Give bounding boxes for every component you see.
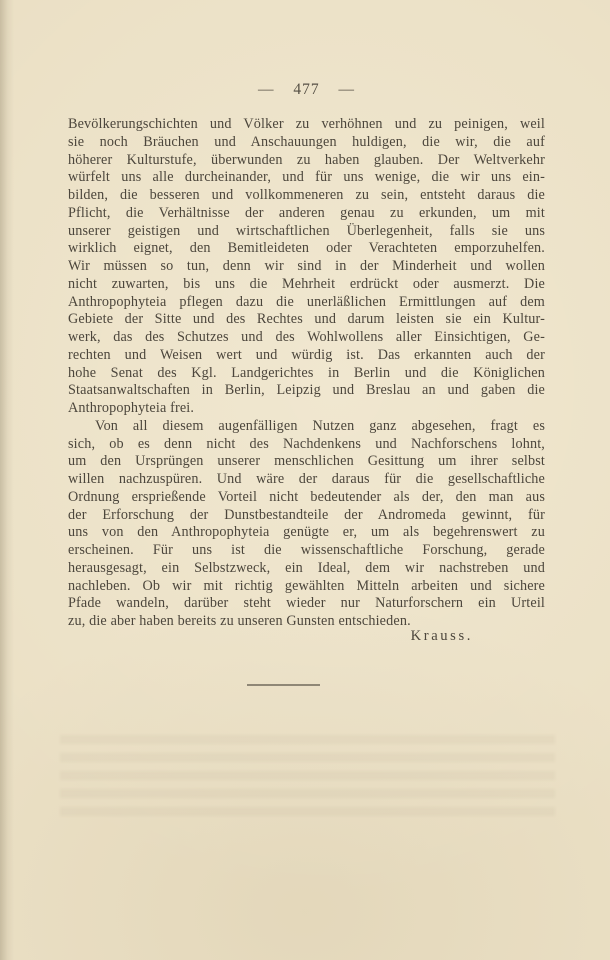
signature: Krauss. <box>410 628 473 644</box>
text-line: unserer geistigen und wirtschaftlichen Überlegenheit, falls sie uns <box>68 222 545 239</box>
text-line: Pflicht, die Verhältnisse der anderen genau zu erkunden, um mit <box>68 204 545 221</box>
text-line: Pfade wandeln, darüber steht wieder nur Naturforschern ein Urteil <box>68 595 545 612</box>
text-line: bilden, die besseren und vollkommeneren zu sein, entsteht daraus die <box>68 187 545 203</box>
text-line: würfelt uns alle durcheinander, und für uns wenige, die wir uns ein- <box>68 169 545 186</box>
text-line: Bevölkerungschichten und Völker zu verhöhnen und zu peinigen, weil <box>68 116 545 132</box>
text-line: nicht zuwarten, bis uns die Mehrheit erdrückt oder ausmerzt. Die <box>68 275 545 292</box>
text-line: Wir müssen so tun, denn wir sind in der Minderheit und wollen <box>68 258 545 274</box>
text-line: zu, die aber haben bereits zu unseren Gunsten entschieden. <box>68 613 411 629</box>
text-line: Ordnung ersprießende Vorteil nicht bedeutender als der, den man aus <box>68 488 545 505</box>
text-line: erscheinen. Für uns ist die wissenschaftliche Forschung, gerade <box>68 542 545 558</box>
text-line: Anthropophyteia pflegen dazu die unerläßlichen Ermittlungen auf dem <box>68 293 545 310</box>
paragraph <box>68 418 545 631</box>
text-line: sich, ob es denn nicht des Nachdenkens und Nachforschens lohnt, <box>68 435 545 452</box>
text-line: der Erforschung der Dunstbestandteile der Andromeda gewinnt, für <box>68 506 545 523</box>
text-line: wirklich eignet, den Bemitleideten oder Verachteten emporzuhelfen. <box>68 240 545 257</box>
text-line: Staatsanwaltschaften in Berlin, Leipzig und Breslau an und gaben die <box>68 382 545 399</box>
text-line: rechten und Weisen wert und würdig ist. Das erkannten auch der <box>68 346 545 363</box>
text-line: herausgesagt, ein Selbstzweck, ein Ideal, dem wir nachstreben und <box>68 559 545 576</box>
text-line: uns von den Anthropophyteia genügte er, um als begehrenswert zu <box>68 524 545 541</box>
text-line: Anthropophyteia frei. <box>68 400 195 416</box>
text-line: sie noch Bräuchen und Anschauungen huldigen, die wir, die auf <box>68 133 545 150</box>
text-line: Gebiete der Sitte und des Rechtes und darum leisten sie ein Kultur- <box>68 311 545 328</box>
text-line: Von all diesem augenfälligen Nutzen ganz abgesehen, fragt es <box>95 417 545 434</box>
separator-rule <box>247 684 320 686</box>
text-block <box>68 116 545 631</box>
paragraph <box>68 116 545 418</box>
text-line: nachleben. Ob wir mit richtig gewählten Mitteln arbeiten und sichere <box>68 577 545 594</box>
page-number: — 477 — <box>258 81 355 98</box>
text-line: höherer Kulturstufe, überwunden zu haben glauben. Der Weltverkehr <box>68 151 545 168</box>
text-line: willen nachzuspüren. Und wäre der daraus für die gesellschaftliche <box>68 471 545 487</box>
text-line: werk, das des Schutzes und des Wohlwollens aller Einsichtigen, Ge- <box>68 329 545 345</box>
text-line: hohe Senat des Kgl. Landgerichtes in Berlin und die Königlichen <box>68 364 545 381</box>
text-line: um den Ursprüngen unserer menschlichen Gesittung um ihrer selbst <box>68 453 545 470</box>
